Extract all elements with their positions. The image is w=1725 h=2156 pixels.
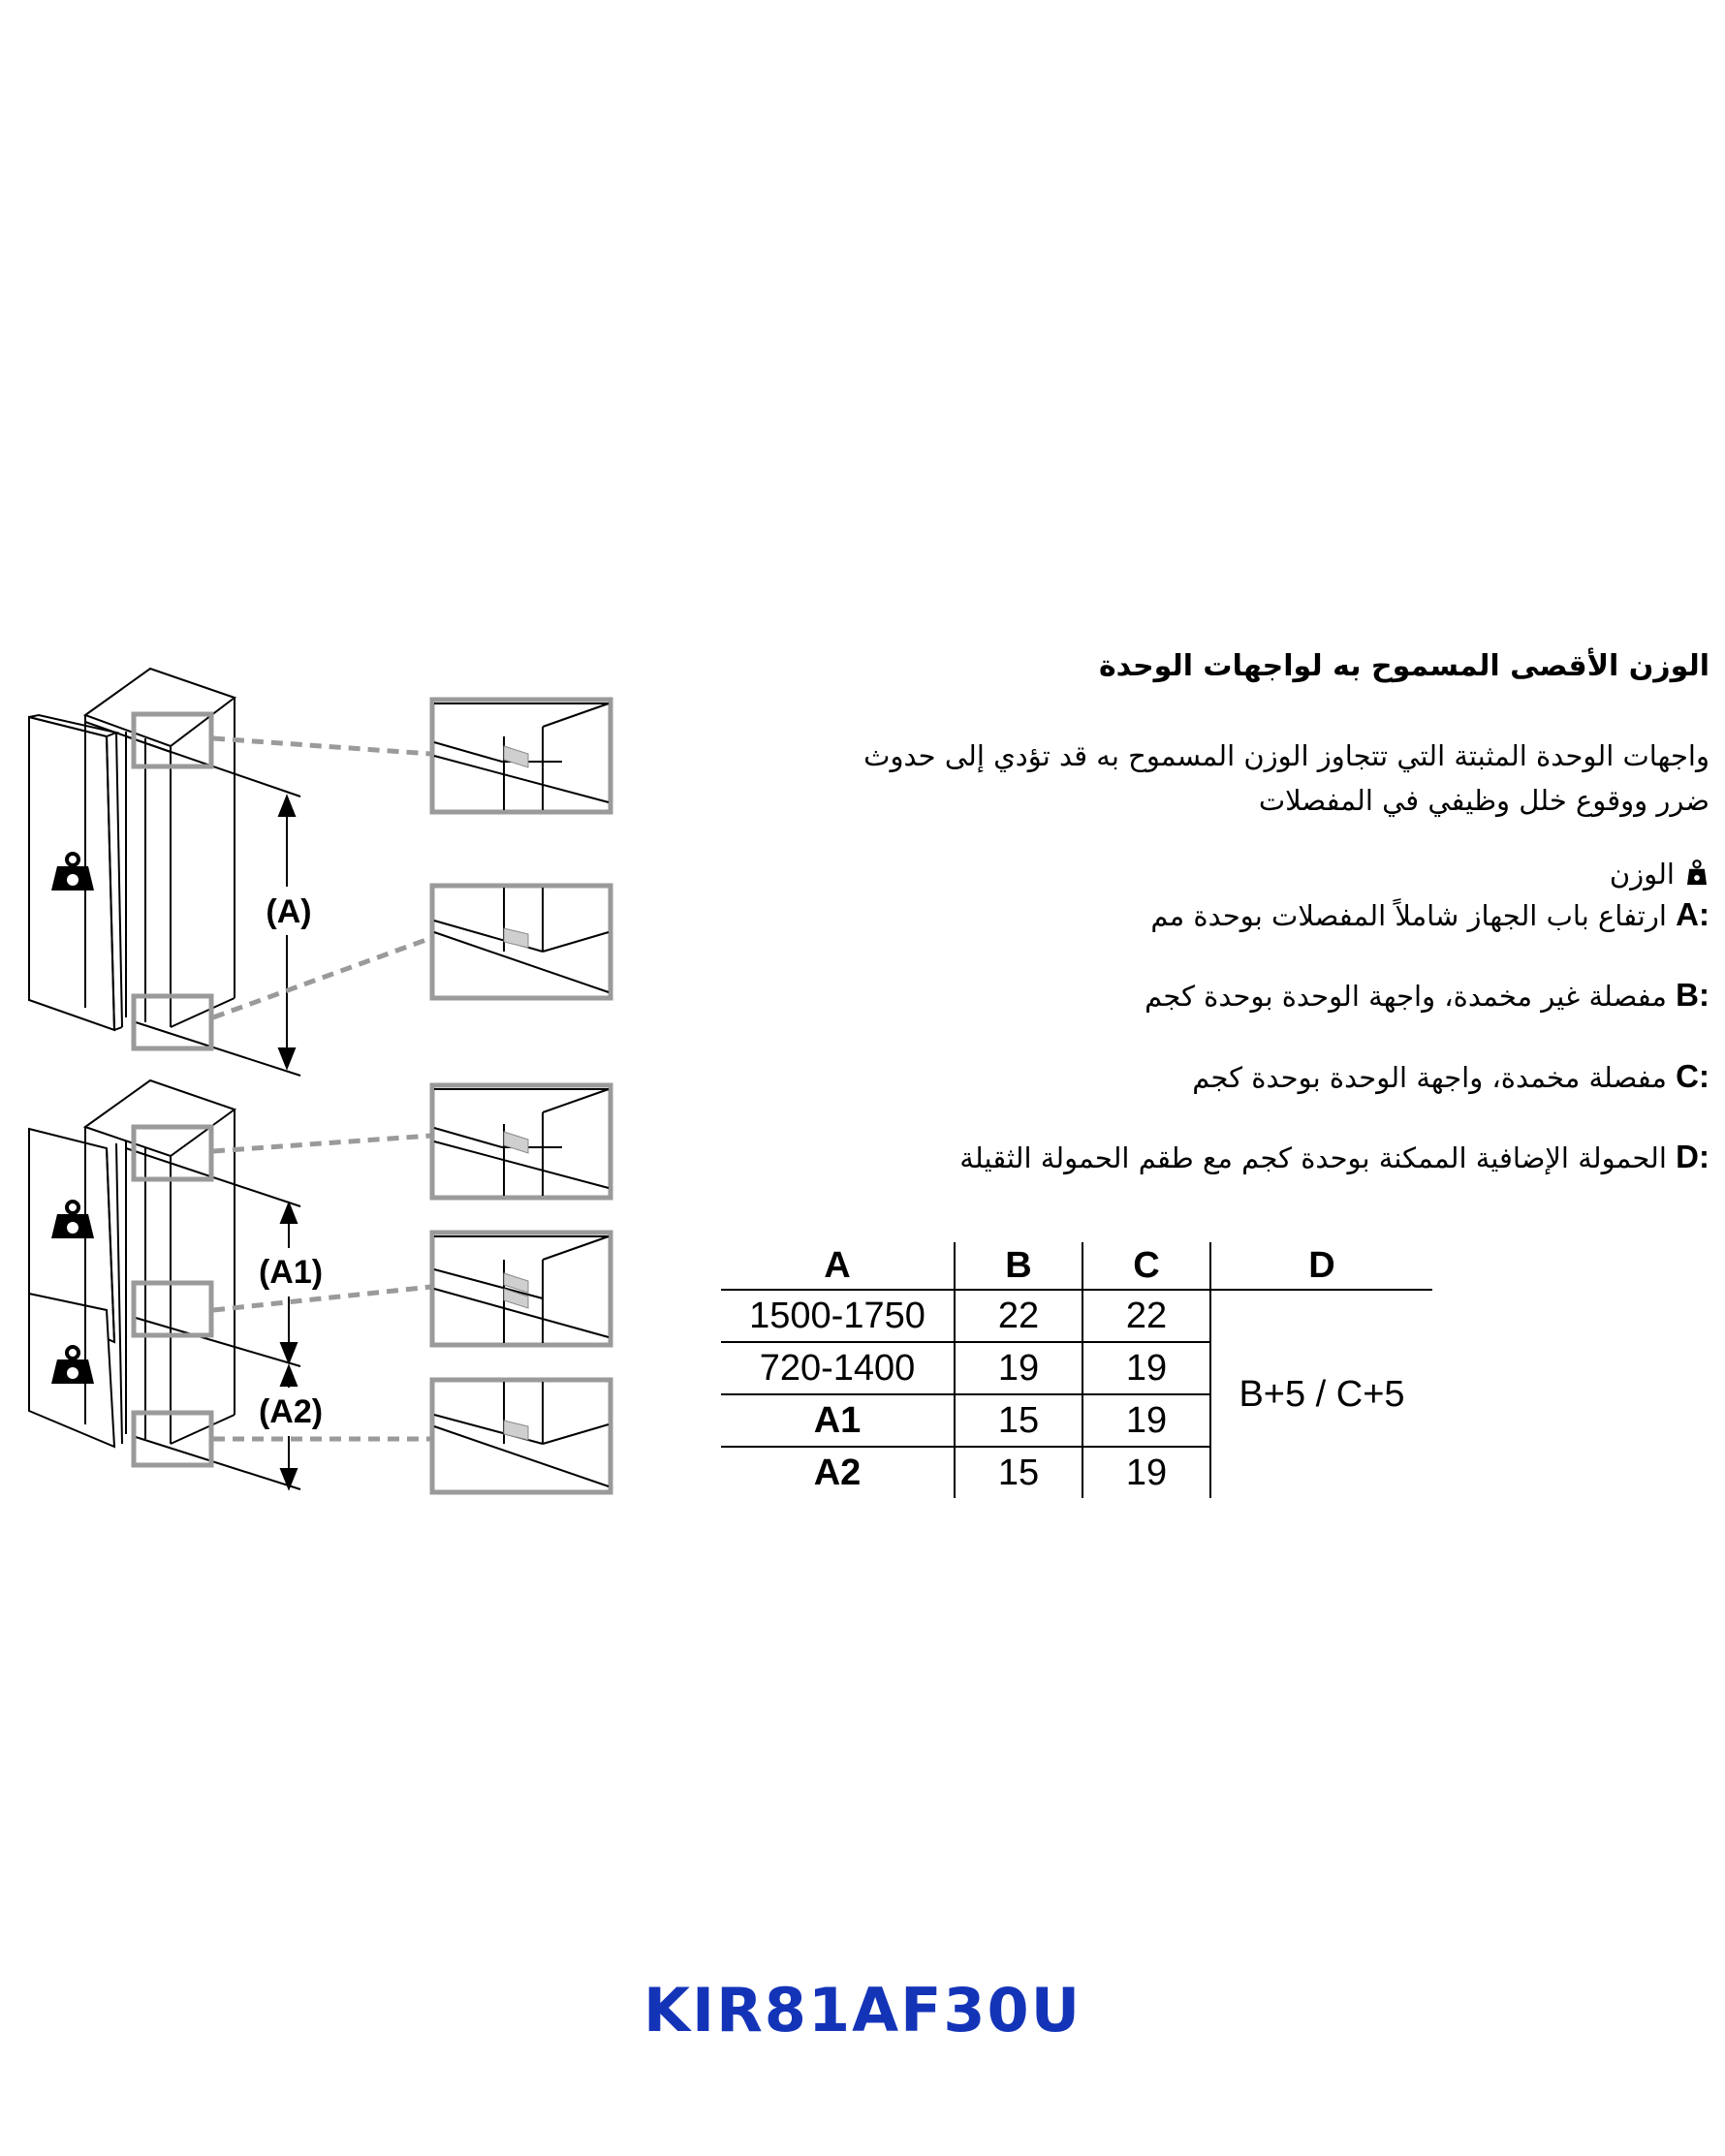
table-cell: 19 bbox=[1082, 1394, 1210, 1447]
legend-b-key: B: bbox=[1676, 977, 1709, 1013]
legend-d-key: D: bbox=[1676, 1139, 1709, 1174]
hinge-detail-1 bbox=[432, 700, 611, 812]
table-row bbox=[721, 1290, 1432, 1342]
table-cell: 15 bbox=[955, 1394, 1082, 1447]
warning-line: واجهات الوحدة المثبتة التي تتجاوز الوزن المسموح به قد تؤدي إلى حدوث bbox=[863, 739, 1709, 772]
table-cell: A2 bbox=[721, 1447, 955, 1498]
warning-text bbox=[863, 734, 1709, 823]
legend-d-text: الحمولة الإضافية الممكنة بوحدة كجم مع طقم الحمولة الثقيلة bbox=[959, 1141, 1667, 1174]
dimension-a-label: (A) bbox=[266, 893, 312, 930]
table-cell: A1 bbox=[721, 1394, 955, 1447]
legend-b bbox=[1145, 977, 1709, 1014]
legend-b-text: مفصلة غير مخمدة، واجهة الوحدة بوحدة كجم bbox=[1145, 980, 1667, 1013]
table-header-b: B bbox=[955, 1242, 1082, 1290]
legend-c-key: C: bbox=[1676, 1058, 1709, 1094]
legend-weight-text: الوزن bbox=[1609, 858, 1675, 891]
legend-a-key: A: bbox=[1676, 896, 1709, 932]
table-cell: 22 bbox=[1082, 1290, 1210, 1342]
table-header-d: D bbox=[1308, 1244, 1335, 1286]
table-cell-d: B+5 / C+5 bbox=[1210, 1290, 1432, 1498]
legend-c bbox=[1192, 1058, 1709, 1095]
table-cell: 720-1400 bbox=[721, 1342, 955, 1394]
legend-c-text: مفصلة مخمدة، واجهة الوحدة بوحدة كجم bbox=[1192, 1061, 1667, 1094]
hinge-detail-3 bbox=[432, 1085, 611, 1198]
hinge-detail-4 bbox=[432, 1233, 611, 1345]
table-cell: 19 bbox=[1082, 1342, 1210, 1394]
hinge-detail-5 bbox=[432, 1380, 611, 1492]
table-cell: 19 bbox=[955, 1342, 1082, 1394]
dimension-a2-label: (A2) bbox=[258, 1393, 324, 1430]
table-cell: 1500-1750 bbox=[721, 1290, 955, 1342]
warning-line: ضرر ووقوع خلل وظيفي في المفصلات bbox=[1258, 784, 1709, 817]
dimension-a1-label: (A1) bbox=[258, 1254, 324, 1291]
legend-a-text: ارتفاع باب الجهاز شاملاً المفصلات بوحدة مم bbox=[1150, 899, 1667, 932]
legend-weight bbox=[1610, 858, 1709, 894]
table-header-a: A bbox=[721, 1242, 955, 1290]
table-cell: 22 bbox=[955, 1290, 1082, 1342]
table-header-c: C bbox=[1082, 1242, 1210, 1290]
legend-d bbox=[959, 1139, 1709, 1175]
table-cell: 19 bbox=[1082, 1447, 1210, 1498]
legend-a bbox=[1150, 896, 1709, 933]
model-number: KIR81AF30U bbox=[643, 1975, 1082, 2046]
table-cell: 15 bbox=[955, 1447, 1082, 1498]
hinge-detail-2 bbox=[432, 886, 611, 998]
section-title: الوزن الأقصى المسموح به لواجهات الوحدة bbox=[1098, 649, 1709, 683]
weight-icon bbox=[1684, 859, 1709, 894]
weight-table bbox=[721, 1242, 1432, 1498]
